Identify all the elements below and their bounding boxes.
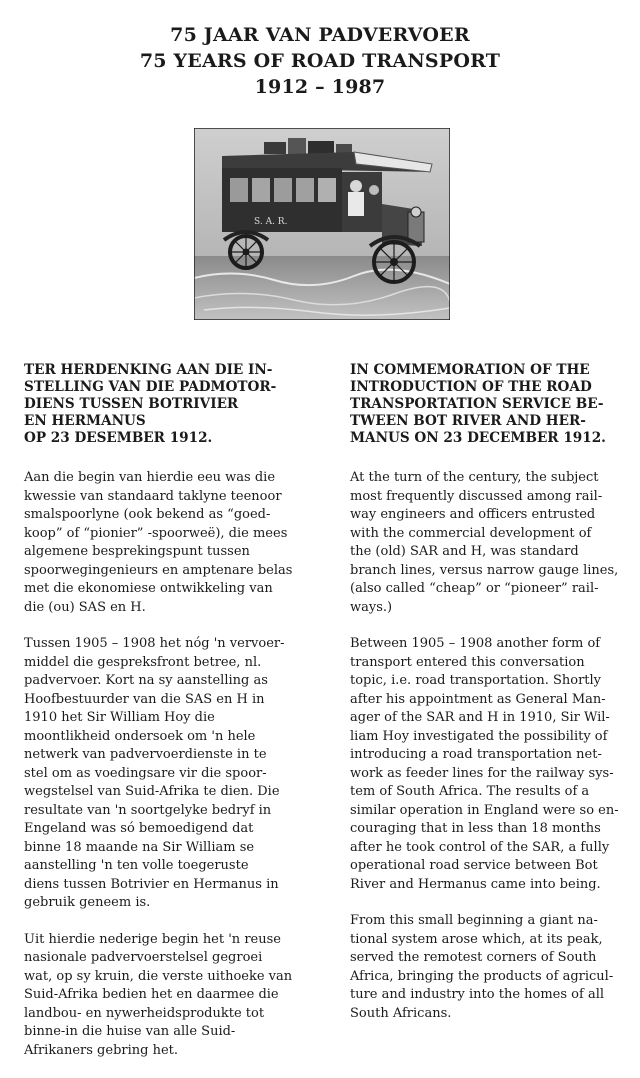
afrikaans-paragraph-3: Uit hierdie nederige begin het 'n reuse nasionale padvervoerstelsel gegroei wat, op sy kruin, die verste uithoeke van Suid-Afrika bedien het en daarmee die landbou- en nywerheidsprodukte tot binne-in die huise van alle Suid- Afrikaners gebring het. (24, 931, 293, 1058)
english-paragraph-2: Between 1905 – 1908 another form of transport entered this conversation topic, i.e. road transportation. Shortly after his appointment as General Man- ager of the SAR and H in 1910, Sir Wil- liam Hoy investigated the possibility of introducing a road transportation net- work as feeder lines for the railway sys- tem of South Africa. The results of a similar operation in England were so en- couraging that in less than 18 months after he took control of the SAR, a fully operational road service between Bot River and Hermanus came into being. (350, 636, 619, 892)
afrikaans-paragraph-1: Aan die begin van hierdie eeu was die kwessie van standaard taklyne teenoor smalspoorlyne (ook bekend as “goed- koop” of “pionier” -spoorweë), die mees algemene besprekingspunt tussen spoorwegingenieurs en amptenare belas met die ekonomiese ontwikkeling van die (ou) SAS en H. (24, 470, 293, 615)
afrikaans-heading-line: TER HERDENKING AAN DIE IN- (24, 362, 273, 378)
english-heading-line: INTRODUCTION OF THE ROAD (350, 379, 592, 395)
english-heading-line: IN COMMEMORATION OF THE (350, 362, 590, 378)
title-afrikaans: 75 JAAR VAN PADVERVOER (170, 24, 470, 46)
title-years: 1912 – 1987 (254, 76, 386, 98)
afrikaans-paragraph-2: Tussen 1905 – 1908 het nóg 'n vervoer- middel die gespreksfront betree, nl. padvervoer. Kort na sy aanstelling as Hoofbestuurder van die SAS en H in 1910 het Sir William Hoy die moontlikheid ondersoek om 'n hele netwerk van padvervoerdienste in te stel om as voedingsare vir die spoor- wegstelsel van Suid-Afrika te dien. Die resultate van 'n soortgelyke bedryf in Engeland was só bemoedigend dat binne 18 maande na Sir William se aanstelling 'n ten volle toegeruste diens tussen Botrivier en Hermanus in gebruik geneem is. (24, 636, 285, 910)
english-heading (350, 362, 622, 447)
afrikaans-heading-line: STELLING VAN DIE PADMOTOR- (24, 379, 277, 395)
english-column (350, 362, 622, 1041)
english-paragraph-3: From this small beginning a giant na- tional system arose which, at its peak, served the remotest corners of South Africa, bringing the products of agricul- ture and industry into the homes of all South Africans. (350, 913, 614, 1021)
english-heading-line: MANUS ON 23 DECEMBER 1912. (350, 430, 606, 446)
bus-lettering: S. A. R. (254, 217, 288, 227)
afrikaans-heading-line: EN HERMANUS (24, 413, 146, 429)
english-heading-line: TRANSPORTATION SERVICE BE- (350, 396, 604, 412)
english-heading-line: TWEEN BOT RIVER AND HER- (350, 413, 586, 429)
afrikaans-column (24, 362, 316, 1078)
afrikaans-heading-line: DIENS TUSSEN BOTRIVIER (24, 396, 239, 412)
afrikaans-heading-line: OP 23 DESEMBER 1912. (24, 430, 213, 446)
vintage-bus-photo (194, 128, 450, 320)
english-paragraph-1: At the turn of the century, the subject most frequently discussed among rail- way engineers and officers entrusted with the commercial development of the (old) SAR and H, was standard branch lines, versus narrow gauge lines, (also called “cheap” or “pioneer” rail- ways.) (350, 470, 619, 615)
afrikaans-heading (24, 362, 316, 447)
title-english: 75 YEARS OF ROAD TRANSPORT (139, 50, 501, 72)
